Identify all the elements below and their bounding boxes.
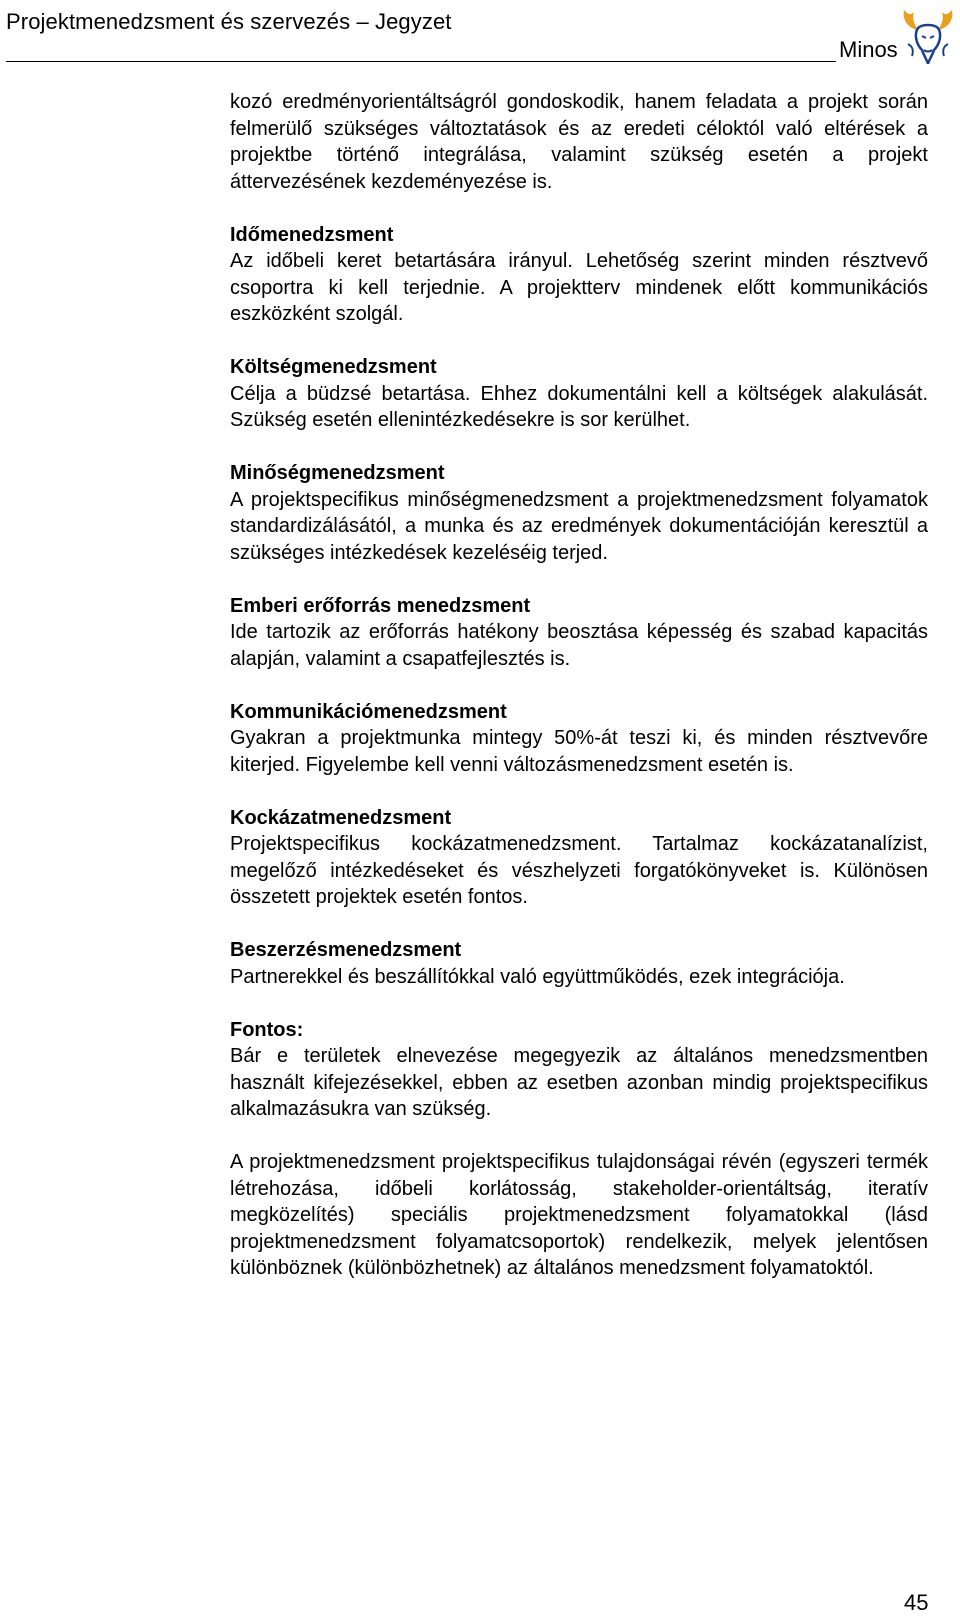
page-number: 45	[904, 1590, 929, 1615]
section-heading: Fontos:	[230, 1018, 304, 1041]
section-heading: Költségmenedzsment	[230, 356, 437, 378]
section-heading: Minőségmenedzsment	[230, 462, 445, 484]
section-cost-management	[230, 354, 928, 434]
section-quality-management	[230, 460, 928, 566]
section-procurement-management	[230, 937, 928, 990]
section-body: Az időbeli keret betartására irányul. Lehetőség szerint minden résztvevő csoportra ki kell terjednie. A projektterv mindenek előtt kommunikációs eszközként szolgál.	[230, 250, 928, 325]
section-time-management	[230, 222, 928, 328]
header-brand: Minos	[839, 37, 898, 62]
section-heading: Emberi erőforrás menedzsment	[230, 594, 531, 617]
section-body: Bár e területek elnevezése megegyezik az általános menedzsmentben használt kifejezésekkel, ebben az esetben azonban mindig projektspecifikus alkalmazásukra van szükség.	[230, 1045, 928, 1120]
document-body	[230, 89, 928, 1308]
closing-paragraph: A projektmenedzsment projektspecifikus tulajdonságai révén (egyszeri termék létrehozása, időbeli korlátosság, stakeholder-orientáltság, iteratív megközelítés) speciális projektmenedzsment folyamatokkal (lásd projektmenedzsment folyamatcsoportok) rendelkezik, melyek jelentősen különböznek (különbözhetnek) az általános menedzsment folyamatoktól.	[230, 1151, 928, 1279]
section-human-resource-management	[230, 593, 928, 673]
section-heading: Kockázatmenedzsment	[230, 806, 452, 829]
section-body: A projektspecifikus minőségmenedzsment a projektmenedzsment folyamatok standardizálásától, a munka és az eredmények dokumentációján keresztül a szükséges intézkedések kezeléséig terjed.	[230, 488, 928, 564]
section-communication-management	[230, 699, 928, 779]
intro-paragraph: kozó eredményorientáltságról gondoskodik, hanem feladata a projekt során felmerülő szükséges változtatások és az eredeti céloktól való eltérések a projektbe történő integrálása, valamint szükség esetén a projekt áttervezésének kezdeményezése is.	[230, 91, 928, 193]
section-body: Partnerekkel és beszállítókkal való együttműködés, ezek integrációja.	[230, 965, 845, 988]
section-body: Projektspecifikus kockázatmenedzsment. Tartalmaz kockázatanalízist, megelőző intézkedéseket és vészhelyzeti forgatókönyveket is. Különösen összetett projektek esetén fontos.	[230, 833, 928, 908]
section-risk-management	[230, 805, 928, 911]
section-body: Célja a büdzsé betartása. Ehhez dokumentálni kell a költségek alakulását. Szükség esetén ellenintézkedésekre is sor kerülhet.	[230, 382, 928, 431]
section-body: Gyakran a projektmunka mintegy 50%-át teszi ki, és minden résztvevőre kiterjed. Figyelembe kell venni változásmenedzsment esetén is.	[230, 727, 928, 776]
section-important-note	[230, 1017, 928, 1123]
page-header	[6, 0, 932, 64]
section-heading: Időmenedzsment	[230, 223, 394, 246]
section-heading: Beszerzésmenedzsment	[230, 939, 462, 961]
bull-head-logo-icon	[900, 4, 956, 66]
header-title: Projektmenedzsment és szervezés – Jegyzet	[6, 9, 452, 34]
section-heading: Kommunikációmenedzsment	[230, 700, 507, 723]
header-rule	[6, 61, 836, 62]
section-body: Ide tartozik az erőforrás hatékony beosztása képesség és szabad kapacitás alapján, valamint a csapatfejlesztés is.	[230, 621, 928, 670]
